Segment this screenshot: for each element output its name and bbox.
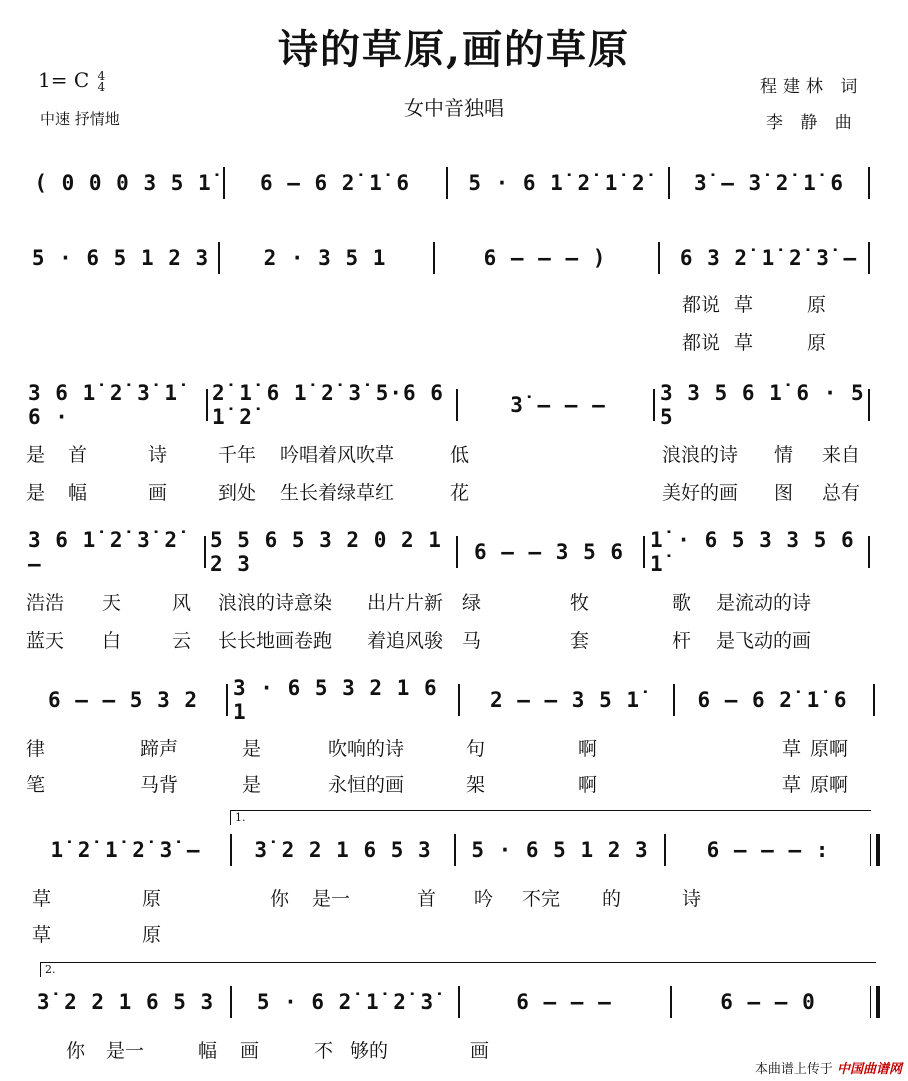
measure: 6 – – 5 3 2 [47,688,199,712]
measure: 2 – – 3 5 1̇ [489,688,641,712]
measure: 5 · 6 2̇ 1̇ 2̇ 3̇ [256,990,435,1014]
lyric: 蓝天 [26,630,65,652]
measure: 6 – – 0 [720,990,816,1014]
song-title: 诗的草原,画的草原 [278,26,630,73]
lyric: 够的 [350,1040,389,1062]
lyric: 出片片新 [367,592,444,614]
barline [230,834,232,866]
lyric: 吹响的诗 [328,738,405,760]
lyric: 草 [32,888,52,910]
barline [206,389,208,421]
lyric: 情 [774,444,794,466]
measure: 1̇ 2̇ 1̇ 2̇ 3̇ – [50,838,201,862]
lyric: 你 [66,1040,86,1062]
lyric: 风 [172,592,192,614]
score-row-5 [28,676,878,724]
lyric: 原啊 [810,738,849,760]
measure: 3 · 6 5 3 2 1 6 1 [233,676,438,724]
lyric: 杆 [672,630,692,652]
barline [456,536,458,568]
lyric: 生长着绿草红 [280,482,395,504]
lyric: 长长地画卷跑 [218,630,333,652]
barline [658,242,660,274]
measure: 5 · 6 5 1 2 3 [31,246,210,270]
footer-text: 本曲谱上传于 [754,1062,833,1077]
lyric: 花 [450,482,470,504]
lyric: 是 [26,482,46,504]
lyric: 是一 [312,888,351,910]
barline [664,834,666,866]
site-logo[interactable]: 中国曲谱网 [836,1062,902,1077]
lyric: 你 [270,888,290,910]
lyric: 云 [172,630,192,652]
time-sig-bottom: 4 [97,79,106,94]
lyric: 句 [466,738,486,760]
lyric: 是 [242,774,262,796]
lyric: 草 [734,294,754,316]
barline [433,242,435,274]
composer-credit: 李 静 曲 [766,113,858,133]
lyric: 首 [417,888,437,910]
upload-footer [755,1058,902,1077]
lyric: 套 [570,630,590,652]
lyric: 来自 [822,444,861,466]
measure: ( 0 0 0 3 5 1̇ [34,171,212,195]
lyric: 原 [807,332,827,354]
time-signature [97,68,106,94]
song-subtitle: 女中音独唱 [404,96,504,120]
lyric: 原 [142,888,162,910]
lyric: 的 [602,888,622,910]
score-row-7 [28,982,878,1022]
barline [458,684,460,716]
measure: 5 · 6 1̇ 2̇ 1̇ 2̇ [468,171,646,195]
lyric: 着追风骏 [367,630,444,652]
lyric: 律 [26,738,46,760]
lyric: 马背 [140,774,179,796]
measure: 5 · 6 5 1 2 3 [471,838,649,862]
lyric: 原啊 [810,774,849,796]
measure: 6 – – – ) [483,246,607,270]
lyric: 图 [774,482,794,504]
score-row-3 [28,381,878,429]
measure: 3̇ 2 2 1 6 5 3 [36,990,215,1014]
lyric: 总有 [822,482,861,504]
lyric: 画 [470,1040,490,1062]
lyric: 是 [242,738,262,760]
lyric: 架 [466,774,486,796]
lyric: 草 [782,738,802,760]
lyric: 马 [462,630,482,652]
lyric: 永恒的画 [328,774,405,796]
measure: 6 – – – : [706,838,830,862]
measure: 5 5 6 5 3 2 0 2 1 2 3 [210,528,442,576]
barline [456,389,458,421]
lyric: 是一 [106,1040,145,1062]
lyric: 到处 [218,482,257,504]
barline [230,986,232,1018]
measure: 6 – – – [516,990,612,1014]
key-signature [38,68,105,93]
lyric: 美好的画 [662,482,739,504]
lyric: 草 [32,924,52,946]
score-row-2 [28,238,878,278]
lyric: 诗 [682,888,702,910]
barline [670,986,672,1018]
lyric: 白 [102,630,122,652]
second-ending-number: 2. [45,963,56,976]
first-ending-number: 1. [235,811,246,824]
final-barline [870,986,880,1018]
lyric: 吟 [474,888,494,910]
lyric: 浩浩 [26,592,65,614]
barline [223,167,225,199]
barline [653,389,655,421]
measure: 6 – 6 2̇ 1̇ 6 [697,688,848,712]
lyric: 画 [148,482,168,504]
barline [873,684,875,716]
lyric: 诗 [148,444,168,466]
lyric: 是流动的诗 [716,592,812,614]
lyric: 蹄声 [140,738,179,760]
barline [643,536,645,568]
measure: 6 3 2̇ 1̇ 2̇ 3̇ – [679,246,858,270]
lyric: 浪浪的诗 [662,444,739,466]
barline [868,167,870,199]
measure: 3 3 5 6 1̇ 6 · 5 5 [660,381,865,429]
lyric: 幅 [68,482,88,504]
score-row-1 [28,163,878,203]
lyric: 都说 [682,332,721,354]
tempo-marking: 中速 抒情地 [40,110,120,128]
lyric: 都说 [682,294,721,316]
lyric: 歌 [672,592,692,614]
lyric: 草 [734,332,754,354]
lyric: 牧 [570,592,590,614]
lyric: 笔 [26,774,46,796]
measure: 3 6 1̇ 2̇ 3̇ 1̇ 6 · [28,381,179,429]
barline [868,389,870,421]
barline [218,242,220,274]
second-ending-bracket [40,962,876,977]
barline [446,167,448,199]
barline [204,536,206,568]
score-row-6 [28,830,878,870]
lyric: 草 [782,774,802,796]
lyric: 幅 [198,1040,218,1062]
measure: 1̇ · 6 5 3 3 5 6 1̇ [650,528,855,576]
lyric: 天 [102,592,122,614]
lyric: 吟唱着风吹草 [280,444,395,466]
lyric: 啊 [578,774,598,796]
barline [458,986,460,1018]
lyric: 画 [240,1040,260,1062]
score-row-4 [28,528,878,576]
lyric: 不完 [522,888,561,910]
lyric: 不 [314,1040,334,1062]
lyric: 是飞动的画 [716,630,812,652]
lyric: 千年 [218,444,257,466]
measure: 3̇ – 3̇ 2̇ 1̇ 6 [693,171,845,195]
barline [226,684,228,716]
lyric: 绿 [462,592,482,614]
measure: 6 – 6 2̇ 1̇ 6 [259,171,411,195]
barline [673,684,675,716]
measure: 3̇ 2 2 1 6 5 3 [254,838,432,862]
lyric: 原 [807,294,827,316]
lyric: 首 [68,444,88,466]
lyric: 原 [142,924,162,946]
lyricist-credit: 程建林 词 [760,77,864,97]
time-sig-top: 4 [97,68,106,83]
lyric: 低 [450,444,470,466]
lyric: 浪浪的诗意染 [218,592,333,614]
key-label: 1= C [38,68,90,92]
barline [868,242,870,274]
measure: 6 – – 3 5 6 [473,540,625,564]
lyric: 是 [26,444,46,466]
barline [868,536,870,568]
measure: 3 6 1̇ 2̇ 3̇ 2̇ – [28,528,179,576]
barline [454,834,456,866]
repeat-barline [870,834,880,866]
measure: 2̇ 1̇ 6 1̇ 2̇ 3̇ 5·6 6 1̇ 2̇ [212,381,444,429]
lyric: 啊 [578,738,598,760]
measure: 2 · 3 5 1 [263,246,387,270]
first-ending-bracket [230,810,871,825]
measure: 3̇ – – – [510,393,606,417]
barline [668,167,670,199]
